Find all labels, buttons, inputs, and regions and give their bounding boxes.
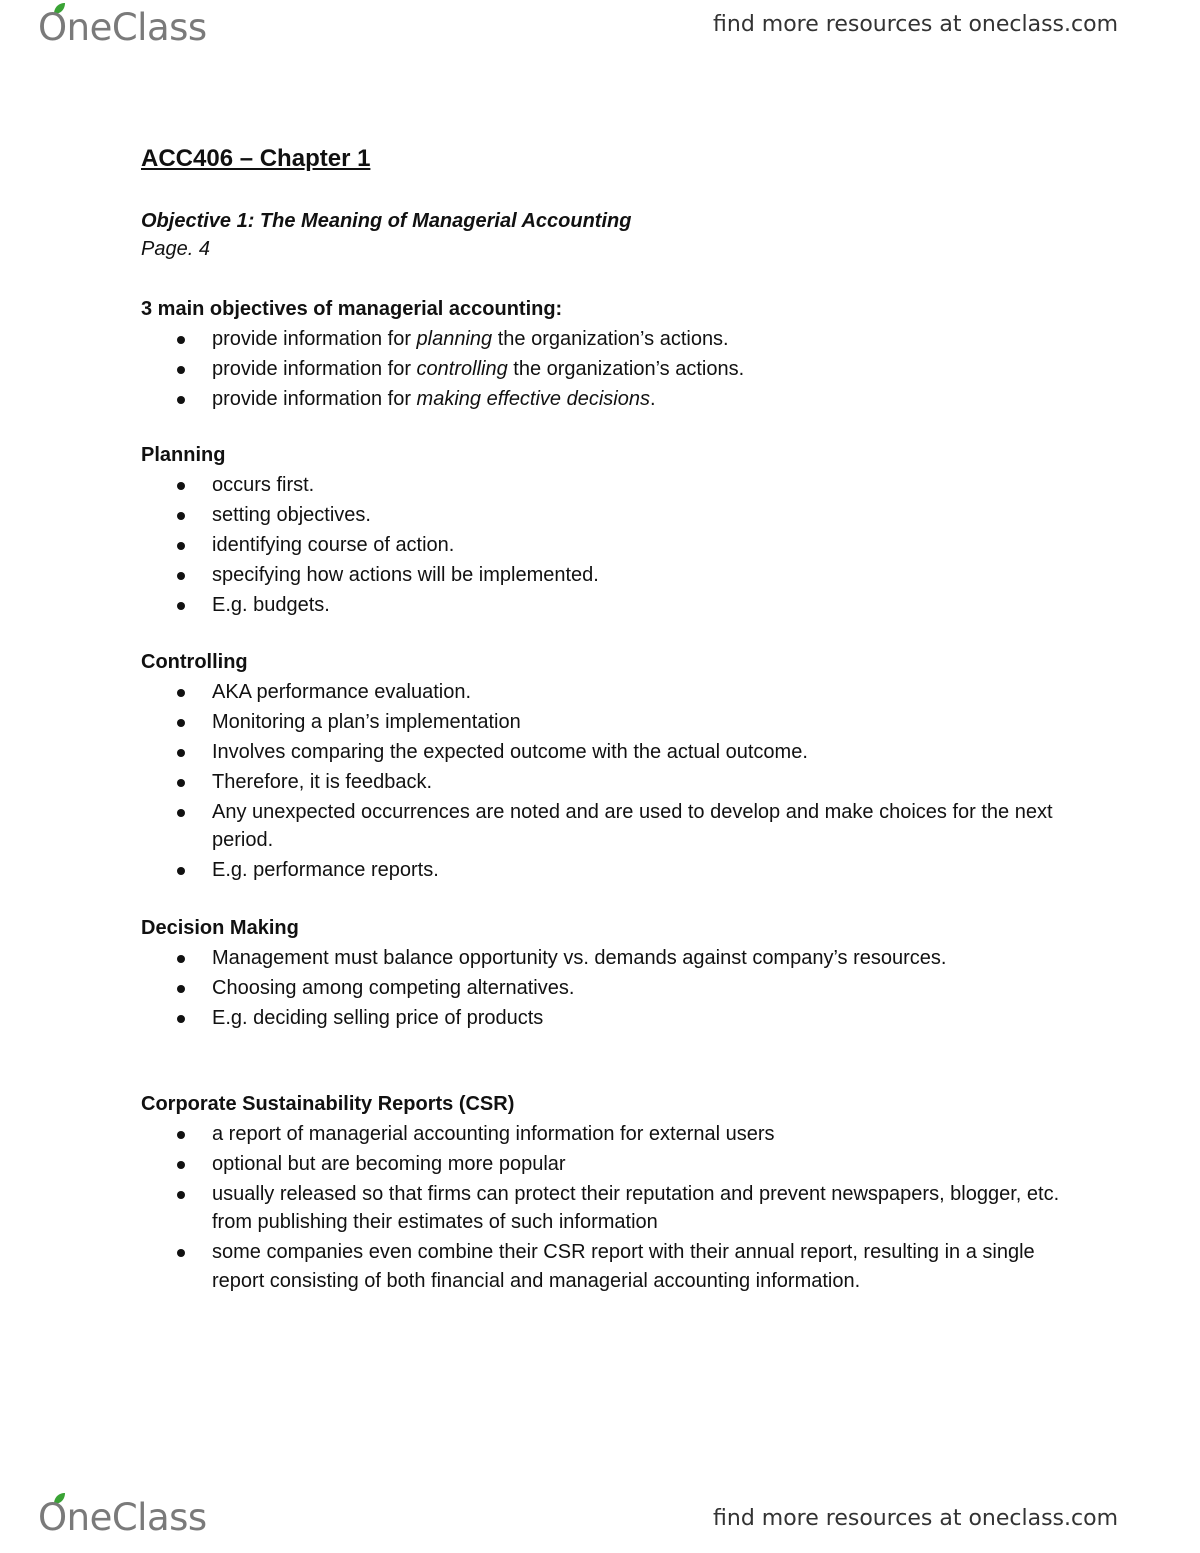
- bullet-icon: [177, 1249, 185, 1257]
- list-item: provide information for planning the organization’s actions.: [141, 325, 1061, 354]
- bullet-list: [141, 678, 1061, 885]
- section-heading: Decision Making: [141, 917, 299, 939]
- list-item: Choosing among competing alternatives.: [141, 974, 1061, 1003]
- bullet-icon: [177, 366, 185, 374]
- bullet-list: [141, 944, 1061, 1033]
- section-decision-making: [141, 914, 1061, 1032]
- oneclass-logo-footer[interactable]: [38, 1496, 207, 1540]
- page-title: ACC406 – Chapter 1: [141, 145, 371, 172]
- section-heading: Corporate Sustainability Reports (CSR): [141, 1093, 515, 1115]
- bullet-icon: [177, 749, 185, 757]
- bullet-list: [141, 471, 1061, 620]
- list-item: specifying how actions will be implemented.: [141, 561, 1061, 590]
- list-item: provide information for controlling the organization’s actions.: [141, 355, 1061, 384]
- objective-heading: Objective 1: The Meaning of Managerial Accounting: [141, 210, 632, 232]
- list-item: identifying course of action.: [141, 531, 1061, 560]
- section-heading: Planning: [141, 444, 226, 466]
- bullet-icon: [177, 1191, 185, 1199]
- bullet-icon: [177, 482, 185, 490]
- list-item: some companies even combine their CSR report with their annual report, resulting in a single report consisting of both financial and managerial accounting information.: [141, 1238, 1061, 1295]
- bullet-icon: [177, 867, 185, 875]
- list-item: Management must balance opportunity vs. demands against company’s resources.: [141, 944, 1061, 973]
- section-controlling: [141, 648, 1061, 885]
- resources-link-footer[interactable]: find more resources at oneclass.com: [713, 1506, 1118, 1531]
- list-item: optional but are becoming more popular: [141, 1150, 1061, 1179]
- bullet-icon: [177, 602, 185, 610]
- section-heading: 3 main objectives of managerial accounting:: [141, 298, 563, 320]
- list-item: occurs first.: [141, 471, 1061, 500]
- list-item: setting objectives.: [141, 501, 1061, 530]
- list-item: Involves comparing the expected outcome with the actual outcome.: [141, 738, 1061, 767]
- section-heading: Controlling: [141, 651, 248, 673]
- bullet-icon: [177, 955, 185, 963]
- list-item: E.g. budgets.: [141, 591, 1061, 620]
- list-item: Any unexpected occurrences are noted and are used to develop and make choices for the next period.: [141, 798, 1061, 855]
- list-item: Monitoring a plan’s implementation: [141, 708, 1061, 737]
- oneclass-logo[interactable]: [38, 6, 207, 50]
- bullet-list: [141, 1120, 1061, 1296]
- page-reference: Page. 4: [141, 238, 210, 260]
- bullet-icon: [177, 985, 185, 993]
- bullet-icon: [177, 779, 185, 787]
- list-item: AKA performance evaluation.: [141, 678, 1061, 707]
- list-item: usually released so that firms can protect their reputation and prevent newspapers, blogger, etc. from publishing their estimates of such information: [141, 1180, 1061, 1237]
- section-objectives: [141, 295, 1061, 413]
- bullet-icon: [177, 1131, 185, 1139]
- bullet-icon: [177, 1015, 185, 1023]
- list-item: E.g. deciding selling price of products: [141, 1004, 1061, 1033]
- bullet-icon: [177, 542, 185, 550]
- bullet-icon: [177, 572, 185, 580]
- bullet-icon: [177, 809, 185, 817]
- bullet-icon: [177, 719, 185, 727]
- bullet-icon: [177, 396, 185, 404]
- bullet-icon: [177, 336, 185, 344]
- bullet-icon: [177, 1161, 185, 1169]
- list-item: a report of managerial accounting information for external users: [141, 1120, 1061, 1149]
- bullet-icon: [177, 512, 185, 520]
- bullet-icon: [177, 689, 185, 697]
- list-item: E.g. performance reports.: [141, 856, 1061, 885]
- list-item: provide information for making effective decisions.: [141, 385, 1061, 414]
- resources-link[interactable]: find more resources at oneclass.com: [713, 12, 1118, 37]
- logo-text: OneClass: [38, 1496, 207, 1539]
- section-planning: [141, 441, 1061, 619]
- bullet-list: [141, 325, 1061, 414]
- list-item: Therefore, it is feedback.: [141, 768, 1061, 797]
- logo-text: OneClass: [38, 6, 207, 49]
- section-csr: [141, 1090, 1061, 1295]
